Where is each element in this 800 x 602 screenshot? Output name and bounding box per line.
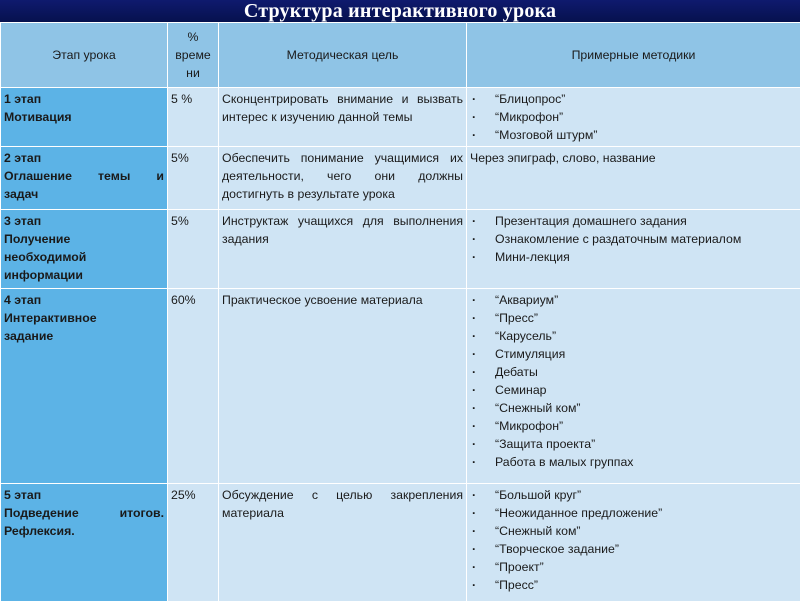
method-item: · Ознакомление с раздаточным материалом	[470, 230, 797, 248]
methods-cell	[467, 484, 800, 602]
method-item: · Мини-лекция	[470, 248, 797, 266]
goal-cell: Инструктаж учащихся для выполнения задания	[219, 210, 467, 289]
method-item: · Семинар	[470, 381, 797, 399]
header-time	[168, 23, 219, 88]
stage-name-part: информации	[4, 266, 164, 284]
stage-number: 3 этап	[4, 212, 164, 230]
table-header-row	[1, 23, 800, 88]
stage-cell	[1, 484, 168, 602]
stage-name-line	[4, 167, 164, 185]
method-item: · “Аквариум”	[470, 291, 797, 309]
stage-name-line	[4, 504, 164, 522]
title-bar	[0, 0, 800, 22]
method-item: · Дебаты	[470, 363, 797, 381]
stage-name-part: задание	[4, 327, 164, 345]
method-item: · “Микрофон”	[470, 417, 797, 435]
lesson-structure-table	[0, 22, 800, 602]
method-item: · “Пресс”	[470, 309, 797, 327]
table-row	[1, 88, 800, 147]
method-item: · “Пресс”	[470, 576, 797, 594]
stage-name-part: Получение	[4, 230, 164, 248]
method-item: · Стимуляция	[470, 345, 797, 363]
method-item: · “Большой круг”	[470, 486, 797, 504]
goal-cell: Обсуждение с целью закрепления материала	[219, 484, 467, 602]
method-item: · Работа в малых группах	[470, 453, 797, 471]
method-item: · Презентация домашнего задания	[470, 212, 797, 230]
stage-name: Мотивация	[4, 108, 164, 126]
methods-list	[470, 212, 797, 266]
method-item: · “Мозговой штурм”	[470, 126, 797, 144]
method-item: · “Неожиданное предложение”	[470, 504, 797, 522]
methods-list	[470, 90, 797, 144]
stage-name-part: Подведение	[4, 504, 79, 522]
stage-cell	[1, 88, 168, 147]
stage-name-part: задач	[4, 185, 164, 203]
method-item: · “Карусель”	[470, 327, 797, 345]
table-row	[1, 484, 800, 602]
stage-name-part: темы	[98, 167, 130, 185]
stage-number: 4 этап	[4, 291, 164, 309]
header-methods: Примерные методики	[467, 23, 800, 88]
time-cell: 25%	[168, 484, 219, 602]
stage-cell	[1, 210, 168, 289]
header-time-tail: ни	[171, 64, 215, 82]
header-goal: Методическая цель	[219, 23, 467, 88]
stage-name-part: Рефлексия.	[4, 522, 164, 540]
methods-list	[470, 486, 797, 594]
time-cell: 5 %	[168, 88, 219, 147]
header-time-word: време	[171, 46, 215, 64]
methods-cell	[467, 210, 800, 289]
method-item: · “Творческое задание”	[470, 540, 797, 558]
time-cell: 5%	[168, 147, 219, 210]
method-item: · “Снежный ком”	[470, 522, 797, 540]
header-time-pct: %	[171, 28, 215, 46]
methods-cell	[467, 88, 800, 147]
stage-name-part: Оглашение	[4, 167, 72, 185]
header-stage: Этап урока	[1, 23, 168, 88]
goal-cell: Обеспечить понимание учащимися их деятельности, чего они должны достигнуть в результате урока	[219, 147, 467, 210]
method-item: · “Защита проекта”	[470, 435, 797, 453]
method-item: · “Блицопрос”	[470, 90, 797, 108]
stage-number: 2 этап	[4, 149, 164, 167]
goal-cell: Практическое усвоение материала	[219, 289, 467, 484]
time-cell: 60%	[168, 289, 219, 484]
method-item: · “Снежный ком”	[470, 399, 797, 417]
goal-cell: Сконцентрировать внимание и вызвать интерес к изучению данной темы	[219, 88, 467, 147]
stage-cell	[1, 147, 168, 210]
table-row	[1, 147, 800, 210]
stage-number: 5 этап	[4, 486, 164, 504]
stage-name-part: и	[156, 167, 164, 185]
method-item: · “Проект”	[470, 558, 797, 576]
slide-title: Структура интерактивного урока	[244, 0, 556, 22]
method-item: · “Микрофон”	[470, 108, 797, 126]
stage-name-part: Интерактивное	[4, 309, 164, 327]
methods-cell: Через эпиграф, слово, название	[467, 147, 800, 210]
table-row	[1, 289, 800, 484]
stage-cell	[1, 289, 168, 484]
table-row	[1, 210, 800, 289]
time-cell: 5%	[168, 210, 219, 289]
stage-name-part: необходимой	[4, 248, 164, 266]
methods-list	[470, 291, 797, 471]
stage-name-part: итогов.	[120, 504, 164, 522]
methods-cell	[467, 289, 800, 484]
stage-number: 1 этап	[4, 90, 164, 108]
